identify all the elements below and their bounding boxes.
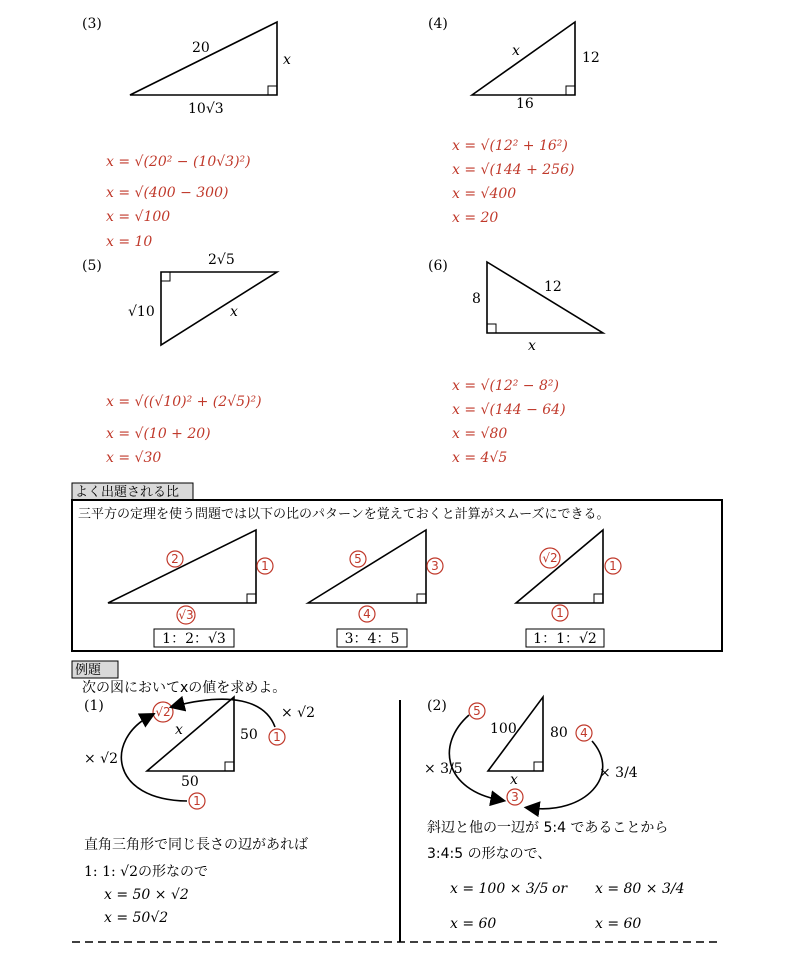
calc-2: x = 80 × 3/4 [595,881,685,897]
problem-5 [82,252,277,466]
right-angle-mark [534,762,543,771]
triangle [108,530,256,603]
calc-2: x = 50√2 [104,910,169,926]
bottom-ratio: 1 [193,794,201,808]
vert-ratio: 1 [609,559,617,573]
ratio-triangle-2 [308,530,443,647]
triangle [308,530,426,603]
example-2-label: (2) [427,698,447,714]
mult-right: × √2 [281,705,316,721]
arrow-right-to-bottom [530,741,603,809]
base-ratio: 4 [363,607,371,621]
base-ratio: √3 [178,608,194,622]
side-vert: 50 [240,727,258,743]
side-hyp: x [512,43,520,59]
right-angle-mark [268,86,277,95]
side-top: 2√5 [208,252,235,268]
side-base: x [510,772,518,788]
example-1-label: (1) [84,698,104,714]
explanation-1: 斜辺と他の一辺が 5:4 であることから [427,820,669,836]
step-3: x = √400 [452,186,517,202]
ratio-caption: 1：1：√2 [533,631,597,647]
side-hyp: 20 [192,40,210,56]
side-hyp: x [175,722,183,738]
right-ratio: 4 [580,726,588,740]
top-ratio: √2 [155,705,171,719]
ratio-caption: 3：4：5 [344,631,400,647]
side-left: 8 [472,291,481,307]
step-2: x = √(144 + 256) [452,162,575,178]
or-word: or [552,881,568,897]
step-2: x = √(10 + 20) [106,426,211,442]
triangle [516,530,603,603]
side-base: x [528,338,536,354]
triangle-3 [130,22,277,95]
mult-right: × 3/4 [599,765,638,781]
side-hyp: 100 [490,721,517,737]
problem-6-label: (6) [428,258,448,274]
example-question: 次の図においてxの値を求めよ。 [82,680,287,696]
side-left: √10 [128,304,155,320]
triangle-4 [472,22,575,95]
right-angle-mark [247,594,256,603]
problem-3-label: (3) [82,16,102,32]
step-1: x = √(12² − 8²) [452,378,559,394]
triangle-5 [161,272,277,345]
hyp-ratio: 5 [354,552,362,566]
step-4: x = 4√5 [452,450,508,466]
explanation-2: 1: 1: √2の形なので [84,864,208,880]
base-ratio: 1 [556,606,564,620]
side-base: 10√3 [188,101,224,117]
step-3: x = √100 [106,209,171,225]
step-2: x = √(144 − 64) [452,402,566,418]
side-hyp: 12 [544,279,562,295]
step-3: x = √80 [452,426,508,442]
ratio-triangle-3 [516,530,621,647]
bottom-ratio: 3 [511,790,519,804]
step-4: x = 10 [106,234,153,250]
ratio-triangle-1 [108,530,273,647]
right-angle-mark [417,594,426,603]
hyp-ratio: √2 [542,551,558,565]
arrow-right-to-top [175,699,275,727]
explanation-2: 3:4:5 の形なので、 [427,846,552,862]
step-1: x = √(12² + 16²) [452,138,568,154]
mult-left: × 3/5 [424,761,463,777]
problem-3 [82,16,291,250]
right-angle-mark [161,272,170,281]
answer-1: x = 60 [450,916,497,932]
calc-1: x = 50 × √2 [104,887,189,903]
calc-1: x = 100 × 3/5 [450,881,549,897]
step-2: x = √(400 − 300) [106,185,229,201]
side-hyp: x [230,304,238,320]
example-1 [84,697,315,926]
ratio-intro: 三平方の定理を使う問題では以下の比のパターンを覚えておくと計算がスムーズにできる。 [78,507,610,522]
side-base: 50 [181,774,199,790]
vert-ratio: 1 [261,559,269,573]
example-section [72,661,722,942]
ratio-box [72,500,722,651]
step-1: x = √((√10)² + (2√5)²) [106,394,262,410]
mult-left: × √2 [84,751,119,767]
problem-6 [428,258,603,466]
side-vert: 12 [582,50,600,66]
step-3: x = √30 [106,450,162,466]
hyp-ratio: 2 [171,552,179,566]
right-angle-mark [225,762,234,771]
side-base: 16 [516,96,534,112]
left-ratio: 5 [473,704,481,718]
section-heading: よく出題される比 [75,485,180,500]
vert-ratio: 3 [431,559,439,573]
side-vert: x [283,52,291,68]
side-vert: 80 [550,725,568,741]
right-ratio: 1 [273,730,281,744]
step-1: x = √(20² − (10√3)²) [106,154,251,170]
right-angle-mark [594,594,603,603]
triangle-6 [487,262,603,333]
step-4: x = 20 [452,210,499,226]
right-angle-mark [487,324,496,333]
problem-5-label: (5) [82,258,102,274]
right-angle-mark [566,86,575,95]
answer-2: x = 60 [595,916,642,932]
ratio-section [72,483,722,651]
problem-4-label: (4) [428,16,448,32]
explanation-1: 直角三角形で同じ長さの辺があれば [84,837,308,853]
problem-4 [428,16,600,226]
example-heading: 例題 [75,663,102,678]
ratio-caption: 1：2：√3 [162,631,226,647]
example-2 [424,697,685,932]
